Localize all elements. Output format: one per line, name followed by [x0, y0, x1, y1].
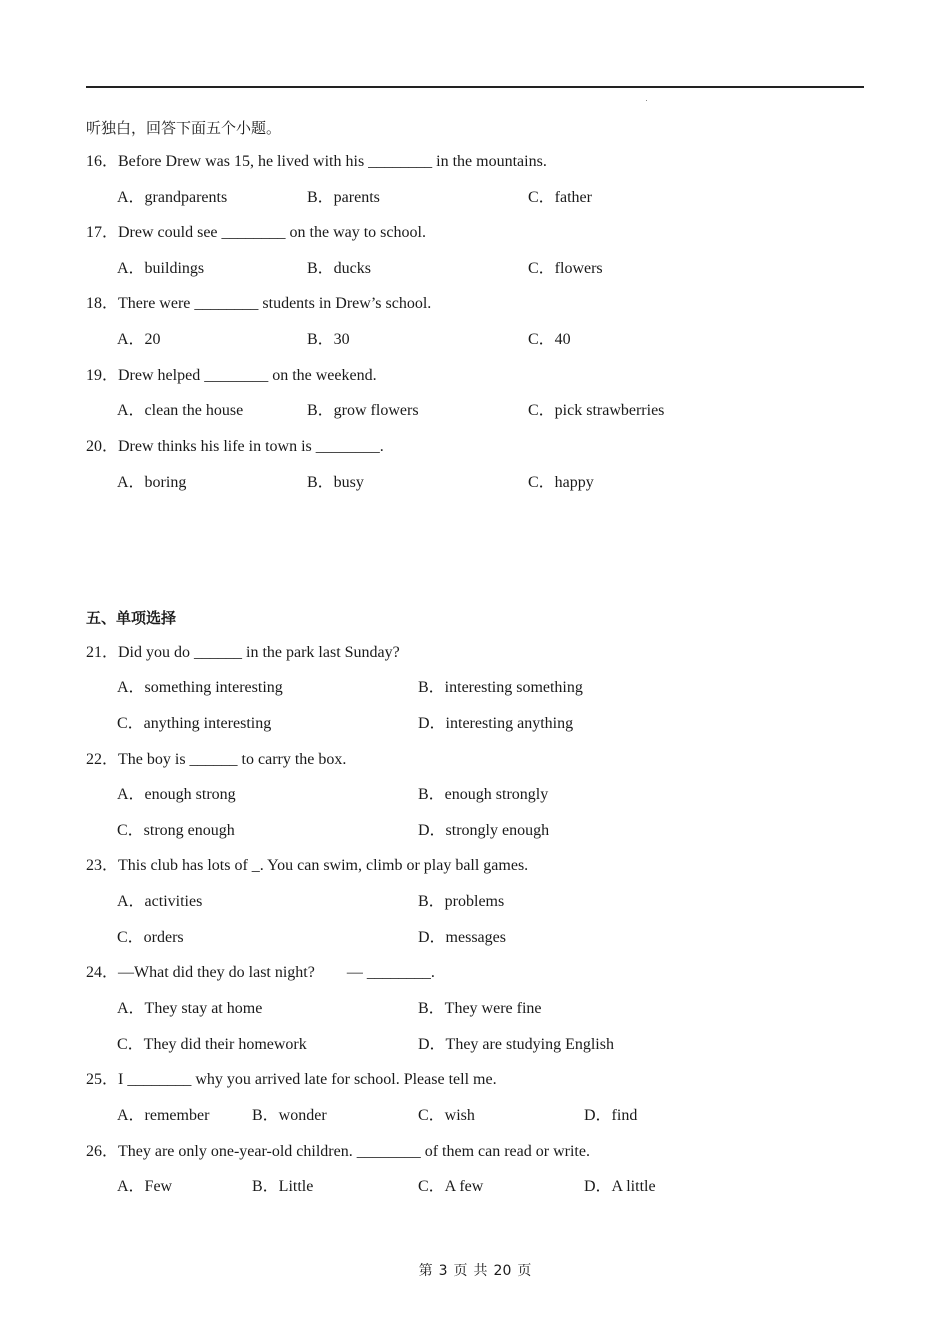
option-25-d: D．find — [584, 1107, 638, 1124]
option-26-d: D．A little — [584, 1178, 656, 1195]
option-25-b: B．wonder — [252, 1107, 327, 1124]
option-17-b: B．ducks — [307, 260, 372, 277]
option-23-a: A．activities — [117, 893, 203, 910]
footer-label-gong: 共 — [473, 1263, 488, 1279]
option-22-d: D．strongly enough — [418, 822, 550, 839]
option-21-a: A．something interesting — [117, 679, 283, 696]
option-24-d: D．They are studying English — [418, 1036, 614, 1053]
question-16: 16．Before Drew was 15, he lived with his ________ in the mountains. — [86, 153, 547, 170]
option-23-d: D．messages — [418, 929, 506, 946]
option-26-b: B．Little — [252, 1178, 314, 1195]
option-18-c: C．40 — [528, 331, 571, 348]
option-21-b: B．interesting something — [418, 679, 583, 696]
listening-intro: 听独白，回答下面五个小题。 — [86, 119, 282, 137]
option-16-a: A．grandparents — [117, 189, 228, 206]
question-23: 23．This club has lots of _. You can swim, climb or play ball games. — [86, 857, 529, 874]
header-dot — [646, 100, 647, 101]
option-22-a: A．enough strong — [117, 786, 236, 803]
footer-total-pages: 20 — [493, 1263, 512, 1279]
question-19: 19．Drew helped ________ on the weekend. — [86, 367, 377, 384]
question-21: 21．Did you do ______ in the park last Sunday? — [86, 644, 400, 661]
header-rule — [86, 86, 864, 88]
option-24-c: C．They did their homework — [117, 1036, 307, 1053]
option-18-b: B．30 — [307, 331, 350, 348]
option-20-a: A．boring — [117, 474, 187, 491]
option-23-c: C．orders — [117, 929, 184, 946]
option-26-c: C．A few — [418, 1178, 484, 1195]
option-17-a: A．buildings — [117, 260, 205, 277]
question-20: 20．Drew thinks his life in town is ________. — [86, 438, 384, 455]
option-20-c: C．happy — [528, 474, 594, 491]
option-20-b: B．busy — [307, 474, 364, 491]
option-16-b: B．parents — [307, 189, 380, 206]
footer-page-number: 3 — [438, 1263, 448, 1279]
footer-label-ye-2: 页 — [517, 1263, 532, 1279]
footer-label-ye: 页 — [453, 1263, 468, 1279]
option-25-c: C．wish — [418, 1107, 475, 1124]
option-19-a: A．clean the house — [117, 402, 244, 419]
question-22: 22．The boy is ______ to carry the box. — [86, 751, 347, 768]
option-17-c: C．flowers — [528, 260, 603, 277]
question-25: 25．I ________ why you arrived late for school. Please tell me. — [86, 1071, 497, 1088]
option-25-a: A．remember — [117, 1107, 210, 1124]
option-26-a: A．Few — [117, 1178, 173, 1195]
option-19-c: C．pick strawberries — [528, 402, 665, 419]
option-22-c: C．strong enough — [117, 822, 235, 839]
option-16-c: C．father — [528, 189, 592, 206]
option-21-d: D．interesting anything — [418, 715, 574, 732]
question-26: 26．They are only one-year-old children. ________ of them can read or write. — [86, 1143, 590, 1160]
section-5-title: 五、单项选择 — [86, 609, 177, 627]
footer-label-di: 第 — [418, 1263, 433, 1279]
option-22-b: B．enough strongly — [418, 786, 549, 803]
question-18: 18．There were ________ students in Drew’s school. — [86, 295, 432, 312]
question-24: 24．—What did they do last night? — ________. — [86, 964, 435, 981]
option-18-a: A．20 — [117, 331, 161, 348]
page-footer — [0, 1260, 950, 1280]
option-23-b: B．problems — [418, 893, 505, 910]
option-24-a: A．They stay at home — [117, 1000, 263, 1017]
option-21-c: C．anything interesting — [117, 715, 272, 732]
option-19-b: B．grow flowers — [307, 402, 419, 419]
option-24-b: B．They were fine — [418, 1000, 542, 1017]
question-17: 17．Drew could see ________ on the way to school. — [86, 224, 426, 241]
